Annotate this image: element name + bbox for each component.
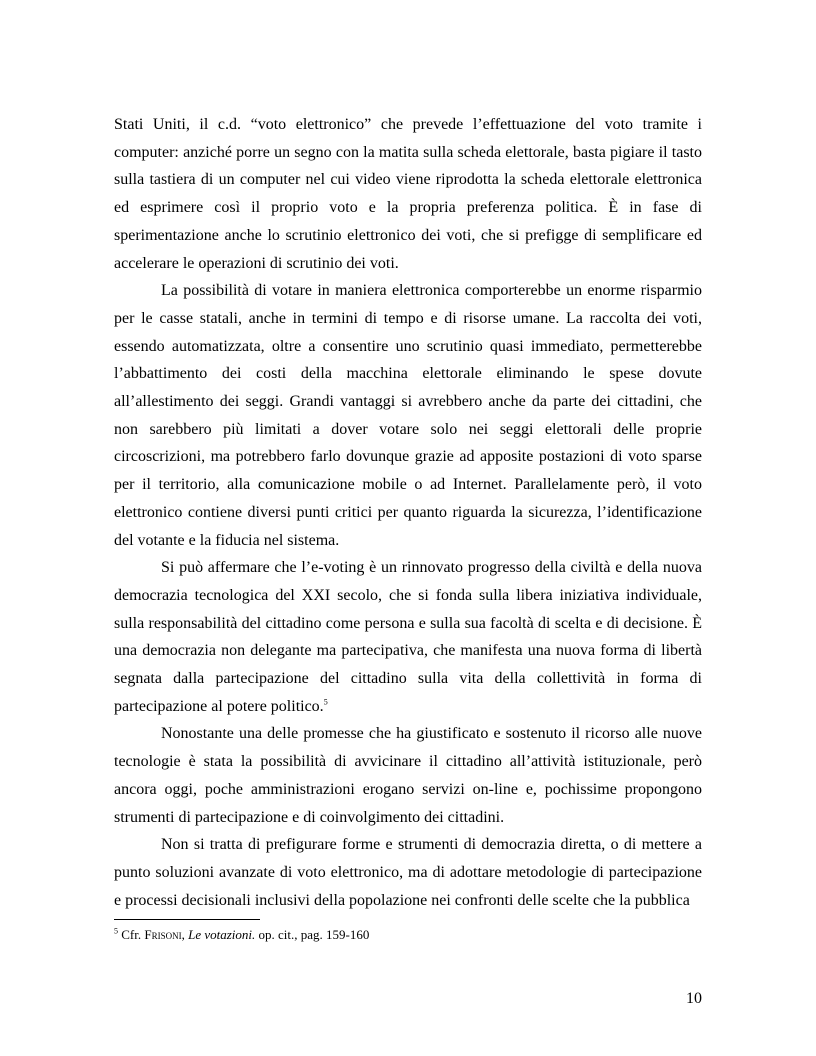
footnote-title: Le votazioni. [188,927,256,942]
footnote [114,927,702,943]
footnote-separator [114,919,260,920]
body-text [114,111,702,914]
footnote-prefix: Cfr. [118,927,145,942]
page-number: 10 [686,990,702,1007]
paragraph-5: Non si tratta di prefigurare forme e strumenti di democrazia diretta, o di mettere a punto soluzioni avanzate di voto elettronico, ma di adottare metodologie di partecipazione e processi decisionali inclusivi della popolazione nei confronti delle scelte che la pubblica [114,836,702,909]
footnote-separator-text: , [181,927,189,942]
footnote-suffix: op. cit., pag. 159-160 [255,927,370,942]
paragraph-1: Stati Uniti, il c.d. “voto elettronico” che prevede l’effettuazione del voto tramite i computer: anziché porre un segno con la matita sulla scheda elettorale, basta pigiare il tasto sulla tastiera di un computer nel cui video viene riprodotta la scheda elettorale elettronica ed esprimere così il proprio voto e la propria preferenza politica. È in fase di sperimentazione anche lo scrutinio elettronico dei voti, che si prefigge di semplificare ed accelerare le operazioni di scrutinio dei voti. [114,116,702,272]
footnote-number: 5 [114,926,118,936]
footnote-reference[interactable]: 5 [323,697,328,707]
paragraph-2: La possibilità di votare in maniera elettronica comporterebbe un enorme risparmio per le casse statali, anche in termini di tempo e di risorse umane. La raccolta dei voti, essendo automatizzata, oltre a consentire uno scrutinio quasi immediato, permetterebbe l’abbattimento dei costi della macchina elettorale eliminando le spese dovute all’allestimento dei seggi. Grandi vantaggi si avrebbero anche da parte dei cittadini, che non sarebbero più limitati a dover votare solo nei seggi elettorali delle proprie circoscrizioni, ma potrebbero farlo dovunque grazie ad apposite postazioni di voto sparse per il territorio, alla comunicazione mobile o ad Internet. Parallelamente però, il voto elettronico contiene diversi punti critici per quanto riguarda la sicurezza, l’identificazione del votante e la fiducia nel sistema. [114,282,702,549]
paragraph-3: Si può affermare che l’e-voting è un rinnovato progresso della civiltà e della nuova democrazia tecnologica del XXI secolo, che si fonda sulla libera iniziativa individuale, sulla responsabilità del cittadino come persona e sulla sua facoltà di scelta e di decisione. È una democrazia non delegante ma partecipativa, che manifesta una nuova forma di libertà segnata dalla partecipazione del cittadino sulla vita della collettività in forma di partecipazione al potere politico.$^5$ [114,559,702,715]
footnote-author: Frisoni [144,927,182,942]
paragraph-4: Nonostante una delle promesse che ha giustificato e sostenuto il ricorso alle nuove tecnologie è stata la possibilità di avvicinare il cittadino all’attività istituzionale, però ancora oggi, poche amministrazioni erogano servizi on-line e, pochissime propongono strumenti di partecipazione e di coinvolgimento dei cittadini. [114,725,702,826]
